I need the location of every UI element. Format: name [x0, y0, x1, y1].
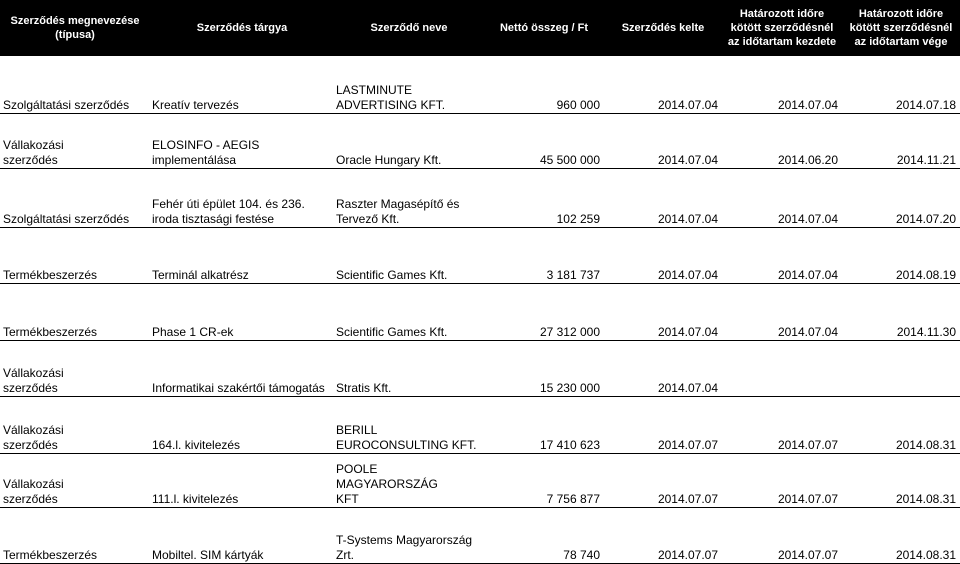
- cell-party: Oracle Hungary Kft.: [336, 152, 442, 167]
- cell-party: Scientific Games Kft.: [336, 324, 448, 339]
- cell-type: Termékbeszerzés: [3, 547, 98, 562]
- cell-date: 2014.07.04: [657, 267, 718, 282]
- table-row: [0, 507, 960, 563]
- cell-date: 2014.07.04: [657, 324, 718, 339]
- cell-amount: 17 410 623: [539, 437, 600, 452]
- header-contract-type: Szerződés megnevezése (típusa): [0, 0, 150, 56]
- cell-date: 2014.07.04: [657, 152, 718, 167]
- table-row: [0, 113, 960, 168]
- cell-type: Szolgáltatási szerződés: [3, 211, 130, 226]
- cell-amount: 7 756 877: [546, 491, 600, 506]
- cell-start: 2014.07.07: [777, 547, 838, 562]
- table-row: [0, 56, 960, 113]
- cell-date: 2014.07.04: [657, 97, 718, 112]
- cell-date: 2014.07.07: [657, 547, 718, 562]
- cell-party: BERILL EUROCONSULTING KFT.: [336, 422, 477, 452]
- cell-party: Raszter Magasépítő és Tervező Kft.: [336, 196, 460, 226]
- cell-type: Vállakozási szerződés: [3, 365, 64, 395]
- cell-type: Vállakozási szerződés: [3, 137, 64, 167]
- table-row: [0, 227, 960, 283]
- cell-party: LASTMINUTE ADVERTISING KFT.: [336, 82, 446, 112]
- header-net-amount: Nettó összeg / Ft: [484, 0, 604, 56]
- cell-start: 2014.07.07: [777, 491, 838, 506]
- cell-amount: 27 312 000: [539, 324, 600, 339]
- cell-end: 2014.08.19: [895, 267, 956, 282]
- cell-end: 2014.08.31: [895, 491, 956, 506]
- table-row: [0, 283, 960, 340]
- cell-party: POOLE MAGYARORSZÁG KFT: [336, 461, 438, 506]
- cell-amount: 78 740: [563, 547, 600, 562]
- table-header-row: [0, 0, 960, 56]
- cell-end: 2014.11.21: [896, 152, 956, 167]
- cell-type: Vállakozási szerződés: [3, 476, 64, 506]
- cell-subject: Terminál alkatrész: [152, 267, 249, 282]
- cell-start: 2014.07.07: [777, 437, 838, 452]
- cell-end: 2014.08.31: [895, 437, 956, 452]
- table-row: [0, 168, 960, 227]
- header-period-start: Határozott időre kötött szerződésnél az időtartam kezdete: [722, 0, 842, 56]
- cell-subject: ELOSINFO - AEGIS implementálása: [152, 137, 260, 167]
- cell-type: Termékbeszerzés: [3, 324, 98, 339]
- cell-subject: Phase 1 CR-ek: [152, 324, 234, 339]
- cell-date: 2014.07.04: [657, 380, 718, 395]
- cell-amount: 45 500 000: [539, 152, 600, 167]
- table-row: [0, 340, 960, 396]
- cell-amount: 102 259: [556, 211, 600, 226]
- cell-end: 2014.07.18: [895, 97, 956, 112]
- cell-amount: 3 181 737: [546, 267, 600, 282]
- cell-party: T-Systems Magyarország Zrt.: [336, 532, 473, 562]
- header-period-end: Határozott időre kötött szerződésnél az időtartam vége: [842, 0, 960, 56]
- cell-start: 2014.07.04: [777, 211, 838, 226]
- cell-subject: Fehér úti épület 104. és 236. iroda tisztasági festése: [152, 196, 305, 226]
- cell-date: 2014.07.07: [657, 491, 718, 506]
- cell-subject: 111.l. kivitelezés: [152, 491, 239, 506]
- cell-subject: Informatikai szakértői támogatás: [152, 380, 325, 395]
- cell-type: Szolgáltatási szerződés: [3, 97, 130, 112]
- cell-type: Vállakozási szerződés: [3, 422, 64, 452]
- cell-party: Stratis Kft.: [336, 380, 392, 395]
- table-row: [0, 396, 960, 453]
- cell-start: [722, 340, 842, 396]
- cell-start: 2014.06.20: [777, 152, 838, 167]
- cell-subject: Mobiltel. SIM kártyák: [152, 547, 264, 562]
- cell-end: [842, 340, 960, 396]
- cell-start: 2014.07.04: [777, 97, 838, 112]
- cell-end: 2014.11.30: [896, 324, 956, 339]
- cell-amount: 15 230 000: [539, 380, 600, 395]
- cell-end: 2014.07.20: [895, 211, 956, 226]
- cell-subject: Kreatív tervezés: [152, 97, 239, 112]
- cell-amount: 960 000: [556, 97, 600, 112]
- cell-party: Scientific Games Kft.: [336, 267, 448, 282]
- header-contract-date: Szerződés kelte: [604, 0, 722, 56]
- cell-end: 2014.08.31: [895, 547, 956, 562]
- header-contract-subject: Szerződés tárgya: [150, 0, 334, 56]
- cell-subject: 164.l. kivitelezés: [152, 437, 241, 452]
- cell-type: Termékbeszerzés: [3, 267, 98, 282]
- table-row: [0, 453, 960, 507]
- cell-date: 2014.07.04: [657, 211, 718, 226]
- cell-date: 2014.07.07: [657, 437, 718, 452]
- cell-start: 2014.07.04: [777, 324, 838, 339]
- cell-start: 2014.07.04: [777, 267, 838, 282]
- header-contractor-name: Szerződő neve: [334, 0, 484, 56]
